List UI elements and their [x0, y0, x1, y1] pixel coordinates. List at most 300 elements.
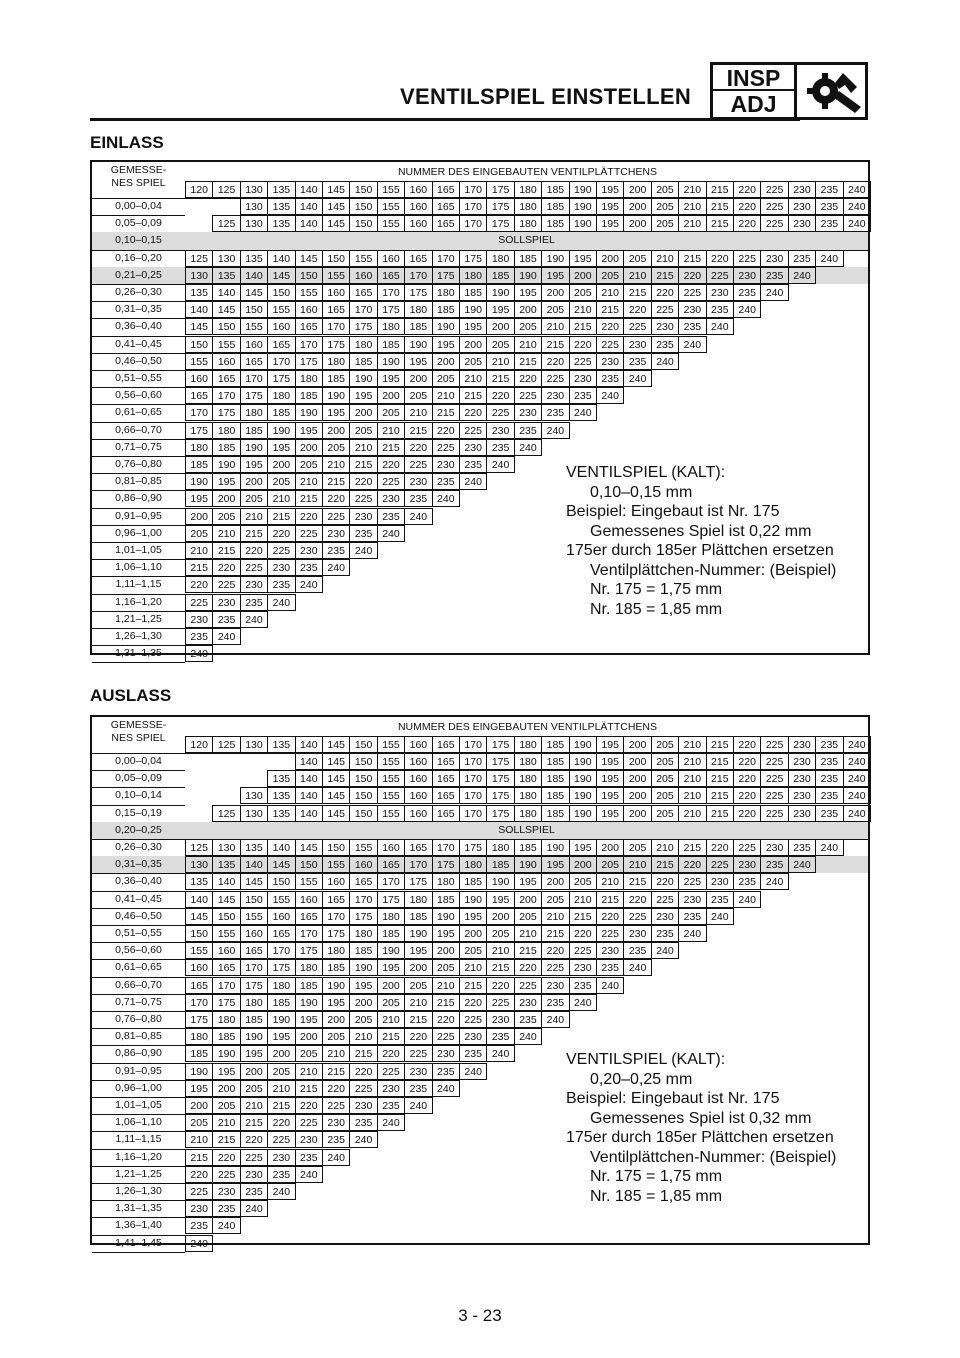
table-cell: 125 — [185, 250, 213, 267]
table-cell: 165 — [432, 770, 460, 787]
table-cell: 240 — [459, 1063, 487, 1080]
table-cell: 235 — [404, 1080, 432, 1097]
table-cell: 180 — [349, 925, 377, 942]
table-cell: 220 — [295, 1097, 323, 1114]
table-cell: 135 — [240, 250, 268, 267]
table-cell: 145 — [322, 805, 350, 822]
header-shim-155: 155 — [377, 181, 405, 198]
table-cell: 180 — [377, 908, 405, 925]
table-cell: 240 — [185, 1235, 213, 1252]
table-cell: 190 — [486, 284, 514, 301]
table-cell: 140 — [185, 301, 213, 318]
table-cell: 170 — [459, 787, 487, 804]
table-cell: 175 — [240, 977, 268, 994]
table-cell: 215 — [541, 925, 569, 942]
table-cell: 235 — [596, 959, 624, 976]
header-shim-140: 140 — [295, 736, 323, 753]
table-cell: 155 — [377, 805, 405, 822]
table-cell: 215 — [514, 353, 542, 370]
table-cell: 230 — [678, 301, 706, 318]
table-cell: 210 — [514, 336, 542, 353]
table-cell: 230 — [596, 353, 624, 370]
table-cell: 205 — [240, 1080, 268, 1097]
table-cell: 230 — [569, 959, 597, 976]
table-cell: 210 — [459, 959, 487, 976]
table-cell: 145 — [240, 873, 268, 890]
table-cell: 205 — [623, 250, 651, 267]
table-cell: 235 — [377, 508, 405, 525]
table-cell: 235 — [185, 1217, 213, 1234]
header-shim-185: 185 — [541, 736, 569, 753]
table-cell: 155 — [349, 250, 377, 267]
table-cell: 190 — [569, 215, 597, 232]
header-shim-210: 210 — [678, 181, 706, 198]
table-cell: 145 — [267, 856, 295, 873]
table-cell: 180 — [459, 267, 487, 284]
table-cell: 235 — [706, 891, 734, 908]
table-cell: 240 — [514, 439, 542, 456]
table-cell: 220 — [349, 473, 377, 490]
table-cell: 130 — [240, 805, 268, 822]
table-cell: 155 — [185, 942, 213, 959]
table-cell: 230 — [733, 267, 761, 284]
table-cell: 225 — [651, 301, 679, 318]
table-cell: 180 — [212, 422, 240, 439]
table-cell: 180 — [459, 856, 487, 873]
table-cell: 225 — [623, 318, 651, 335]
table-cell: 225 — [706, 267, 734, 284]
table-cell: 240 — [295, 576, 323, 593]
table-cell: 155 — [267, 891, 295, 908]
table-cell: 160 — [185, 959, 213, 976]
table-cell: 150 — [185, 925, 213, 942]
note-line: 0,20–0,25 mm — [590, 1070, 693, 1088]
table-cell: 165 — [432, 753, 460, 770]
table-cell: 185 — [212, 439, 240, 456]
table-cell: 200 — [596, 250, 624, 267]
table-cell: 240 — [760, 873, 788, 890]
table-cell: 195 — [267, 439, 295, 456]
table-cell: 195 — [541, 856, 569, 873]
table-cell: 220 — [404, 439, 432, 456]
table-cell: 230 — [432, 1045, 460, 1062]
table-cell: 140 — [295, 753, 323, 770]
table-cell: 195 — [377, 370, 405, 387]
table-cell: 210 — [240, 1097, 268, 1114]
table-cell: 225 — [623, 908, 651, 925]
table-cell: 220 — [623, 891, 651, 908]
table-cell: 220 — [678, 267, 706, 284]
row-label: 0,66–0,70 — [115, 978, 162, 991]
table-cell: 230 — [295, 542, 323, 559]
row-label: 0,10–0,15 — [115, 234, 162, 247]
table-cell: 200 — [486, 318, 514, 335]
table-cell: 220 — [678, 856, 706, 873]
header-shim-235: 235 — [815, 736, 843, 753]
table-cell: 200 — [432, 353, 460, 370]
table-cell: 190 — [212, 1045, 240, 1062]
table-cell: 225 — [569, 942, 597, 959]
table-cell: 145 — [322, 215, 350, 232]
table-cell: 155 — [240, 318, 268, 335]
row-label: 0,05–0,09 — [115, 772, 162, 785]
table-cell: 195 — [596, 198, 624, 215]
table-cell: 175 — [377, 301, 405, 318]
table-cell: 230 — [760, 250, 788, 267]
table-cell: 125 — [212, 215, 240, 232]
table-cell: 240 — [623, 959, 651, 976]
table-cell: 175 — [185, 1011, 213, 1028]
table-cell: 190 — [514, 267, 542, 284]
note-line: Nr. 185 = 1,85 mm — [590, 1187, 723, 1205]
table-cell: 195 — [267, 1028, 295, 1045]
table-cell: 155 — [349, 839, 377, 856]
table-cell: 215 — [459, 387, 487, 404]
table-cell: 240 — [267, 594, 295, 611]
table-cell: 230 — [185, 611, 213, 628]
insp-adj-badge — [710, 62, 868, 120]
table-cell: 210 — [322, 456, 350, 473]
table-cell: 235 — [349, 525, 377, 542]
table-cell: 200 — [569, 267, 597, 284]
table-cell: 240 — [267, 1183, 295, 1200]
table-cell: 175 — [212, 994, 240, 1011]
table-cell: 160 — [322, 284, 350, 301]
table-cell: 225 — [459, 1011, 487, 1028]
table-cell: 200 — [377, 387, 405, 404]
table-cell: 165 — [267, 336, 295, 353]
table-cell: 210 — [404, 404, 432, 421]
header-shim-170: 170 — [459, 736, 487, 753]
table-cell: 240 — [541, 1011, 569, 1028]
table-cell: 200 — [267, 456, 295, 473]
table-cell: 170 — [240, 370, 268, 387]
table-cell: 230 — [432, 456, 460, 473]
table-cell: 220 — [185, 1166, 213, 1183]
table-cell: 235 — [815, 215, 843, 232]
table-cell: 240 — [514, 1028, 542, 1045]
table-cell: 230 — [541, 387, 569, 404]
table-cell: 235 — [623, 353, 651, 370]
table-cell: 185 — [541, 753, 569, 770]
table-cell: 175 — [486, 770, 514, 787]
table-cell: 200 — [596, 839, 624, 856]
table-cell: 230 — [404, 473, 432, 490]
row-label: 1,36–1,40 — [115, 1219, 162, 1232]
table-cell: 185 — [349, 942, 377, 959]
table-cell: 175 — [459, 839, 487, 856]
table-cell: 225 — [514, 387, 542, 404]
row-label: 1,06–1,10 — [115, 1116, 162, 1129]
table-cell: 210 — [596, 873, 624, 890]
table-cell: 235 — [651, 336, 679, 353]
table-cell: 140 — [295, 787, 323, 804]
table-cell: 220 — [596, 908, 624, 925]
table-cell: 195 — [295, 422, 323, 439]
table-cell: 240 — [295, 1166, 323, 1183]
table-cell: 180 — [514, 215, 542, 232]
table-cell: 150 — [212, 908, 240, 925]
table-cell: 230 — [788, 770, 816, 787]
table-cell: 190 — [569, 198, 597, 215]
row-label: 0,61–0,65 — [115, 406, 162, 419]
table-cell: 180 — [295, 370, 323, 387]
table-cell: 200 — [541, 284, 569, 301]
note-line: Ventilplättchen-Nummer: (Beispiel) — [590, 561, 837, 579]
table-cell: 160 — [404, 198, 432, 215]
row-label: 0,26–0,30 — [115, 841, 162, 853]
header-shim-240: 240 — [843, 181, 871, 198]
table-cell: 205 — [486, 925, 514, 942]
table-cell: 240 — [349, 1131, 377, 1148]
table-cell: 205 — [541, 891, 569, 908]
table-cell: 230 — [541, 977, 569, 994]
table-cell: 205 — [267, 473, 295, 490]
table-cell: 140 — [267, 250, 295, 267]
table-cell: 215 — [240, 525, 268, 542]
note-line: VENTILSPIEL (KALT): — [566, 1051, 726, 1068]
table-cell: 150 — [267, 284, 295, 301]
row-label: 0,36–0,40 — [115, 320, 162, 333]
table-cell: 200 — [623, 198, 651, 215]
table-cell: 230 — [486, 1011, 514, 1028]
table-cell: 170 — [377, 284, 405, 301]
table-cell: 155 — [240, 908, 268, 925]
row-label: 0,00–0,04 — [115, 200, 162, 212]
table-cell: 205 — [651, 787, 679, 804]
table-cell: 195 — [349, 387, 377, 404]
table-cell: 180 — [295, 959, 323, 976]
row-label: 0,36–0,40 — [115, 875, 162, 888]
table-cell: 200 — [569, 856, 597, 873]
table-cell: 200 — [514, 301, 542, 318]
table-cell: 220 — [240, 542, 268, 559]
table-cell: 215 — [706, 198, 734, 215]
table-cell: 220 — [596, 318, 624, 335]
table-cell: 210 — [295, 1063, 323, 1080]
table-cell: 135 — [185, 873, 213, 890]
table-cell: 155 — [267, 301, 295, 318]
table-cell: 210 — [349, 1028, 377, 1045]
table-cell: 230 — [733, 856, 761, 873]
table-cell: 215 — [377, 439, 405, 456]
row-label: 0,51–0,55 — [115, 927, 162, 939]
table-cell: 235 — [322, 542, 350, 559]
table-cell: 185 — [541, 770, 569, 787]
table-cell: 240 — [459, 473, 487, 490]
row-label: 0,21–0,25 — [115, 268, 162, 281]
row-label: 0,81–0,85 — [115, 475, 162, 488]
table-cell: 180 — [514, 805, 542, 822]
table-cell: 170 — [322, 318, 350, 335]
table-cell: 190 — [459, 301, 487, 318]
col-header-measured — [92, 162, 185, 190]
table-cell: 185 — [432, 891, 460, 908]
table-cell: 210 — [623, 267, 651, 284]
row-label: 0,96–1,00 — [115, 1081, 162, 1094]
table-cell: 225 — [185, 594, 213, 611]
table-cell: 200 — [322, 422, 350, 439]
table-cell: 170 — [404, 856, 432, 873]
table-cell: 225 — [295, 525, 323, 542]
header-shim-130: 130 — [240, 181, 268, 198]
table-cell: 200 — [459, 925, 487, 942]
table-cell: 215 — [541, 336, 569, 353]
table-cell: 240 — [185, 645, 213, 662]
table-cell: 165 — [432, 787, 460, 804]
table-cell: 230 — [788, 753, 816, 770]
table-cell: 210 — [377, 422, 405, 439]
table-cell: 235 — [432, 1063, 460, 1080]
table-cell: 150 — [240, 891, 268, 908]
table-cell: 225 — [267, 1131, 295, 1148]
table-cell: 195 — [596, 805, 624, 822]
table-cell: 180 — [185, 1028, 213, 1045]
table-cell: 205 — [349, 1011, 377, 1028]
table-cell: 220 — [432, 422, 460, 439]
table-cell: 140 — [240, 856, 268, 873]
table-cell: 205 — [349, 422, 377, 439]
table-cell: 150 — [185, 336, 213, 353]
table-cell: 185 — [432, 301, 460, 318]
table-cell: 205 — [569, 873, 597, 890]
table-cell: 180 — [514, 787, 542, 804]
table-cell: 155 — [185, 353, 213, 370]
table-cell: 210 — [541, 908, 569, 925]
table-cell: 235 — [788, 250, 816, 267]
table-cell: 145 — [185, 318, 213, 335]
table-cell: 210 — [596, 284, 624, 301]
row-label: 1,16–1,20 — [115, 1150, 162, 1163]
table-cell: 240 — [843, 805, 871, 822]
table-cell: 235 — [760, 856, 788, 873]
table-cell: 140 — [295, 805, 323, 822]
table-cell: 235 — [459, 1045, 487, 1062]
table-cell: 205 — [596, 856, 624, 873]
table-cell: 210 — [569, 301, 597, 318]
table-cell: 195 — [541, 267, 569, 284]
sollspiel-label: SOLLSPIEL — [498, 823, 555, 836]
table-cell: 225 — [733, 839, 761, 856]
table-cell: 175 — [267, 370, 295, 387]
header-shim-160: 160 — [404, 736, 432, 753]
row-label: 0,26–0,30 — [115, 286, 162, 298]
table-cell: 235 — [404, 490, 432, 507]
table-cell: 195 — [459, 908, 487, 925]
table-cell: 230 — [760, 839, 788, 856]
header-shim-220: 220 — [733, 181, 761, 198]
table-cell: 240 — [212, 1217, 240, 1234]
table-cell: 230 — [322, 1114, 350, 1131]
table-cell: 160 — [267, 318, 295, 335]
table-cell: 200 — [514, 891, 542, 908]
table-cell: 180 — [432, 873, 460, 890]
table-cell: 215 — [377, 1028, 405, 1045]
table-cell: 215 — [404, 422, 432, 439]
table-cell: 195 — [322, 404, 350, 421]
table-cell: 240 — [541, 422, 569, 439]
row-label: 0,10–0,14 — [115, 789, 162, 802]
header-shim-165: 165 — [432, 736, 460, 753]
table-cell: 215 — [185, 559, 213, 576]
header-shim-120: 120 — [185, 181, 213, 198]
table-cell: 150 — [322, 250, 350, 267]
table-cell: 220 — [514, 959, 542, 976]
table-cell: 235 — [569, 387, 597, 404]
header-shim-200: 200 — [623, 181, 651, 198]
table-cell: 225 — [486, 994, 514, 1011]
row-label: 0,20–0,25 — [115, 823, 162, 836]
table-cell: 230 — [788, 787, 816, 804]
table-cell: 225 — [459, 422, 487, 439]
row-label: 1,31–1,35 — [115, 1202, 162, 1215]
table-cell: 190 — [349, 370, 377, 387]
table-cell: 220 — [486, 387, 514, 404]
table-cell: 190 — [514, 856, 542, 873]
table-cell: 190 — [432, 908, 460, 925]
table-cell: 225 — [541, 370, 569, 387]
table-cell: 190 — [240, 439, 268, 456]
table-cell: 195 — [377, 959, 405, 976]
col-header-measured — [92, 717, 185, 745]
table-cell: 185 — [514, 250, 542, 267]
header-shim-145: 145 — [322, 736, 350, 753]
header-shim-120: 120 — [185, 736, 213, 753]
table-cell: 185 — [267, 404, 295, 421]
table-cell: 185 — [185, 456, 213, 473]
table-cell: 160 — [212, 942, 240, 959]
row-label: 0,71–0,75 — [115, 440, 162, 453]
table-cell: 155 — [377, 198, 405, 215]
table-cell: 140 — [212, 873, 240, 890]
table-cell: 215 — [404, 1011, 432, 1028]
table-cell: 195 — [404, 942, 432, 959]
header-shim-195: 195 — [596, 736, 624, 753]
table-cell: 185 — [267, 994, 295, 1011]
table-cell: 235 — [322, 1131, 350, 1148]
table-cell: 150 — [267, 873, 295, 890]
table-cell: 230 — [212, 594, 240, 611]
table-cell: 160 — [404, 787, 432, 804]
table-cell: 170 — [295, 925, 323, 942]
table-cell: 200 — [623, 787, 651, 804]
row-label: 1,41–1,45 — [115, 1236, 162, 1249]
table-cell: 175 — [349, 318, 377, 335]
table-cell: 170 — [267, 942, 295, 959]
table-cell: 210 — [541, 318, 569, 335]
table-cell: 225 — [349, 490, 377, 507]
table-cell: 145 — [322, 787, 350, 804]
table-cell: 230 — [486, 422, 514, 439]
table-cell: 220 — [377, 1045, 405, 1062]
table-cell: 225 — [377, 1063, 405, 1080]
header-shim-225: 225 — [760, 181, 788, 198]
table-cell: 215 — [295, 490, 323, 507]
table-cell: 165 — [240, 353, 268, 370]
table-cell: 195 — [185, 1080, 213, 1097]
table-cell: 220 — [651, 284, 679, 301]
badge-insp: INSP — [713, 65, 794, 91]
table-cell: 180 — [377, 318, 405, 335]
col-header-line1: GEMESSE- — [110, 719, 167, 731]
table-cell: 205 — [623, 839, 651, 856]
table-cell: 205 — [459, 353, 487, 370]
table-cell: 225 — [212, 576, 240, 593]
header-shim-165: 165 — [432, 181, 460, 198]
table-cell: 155 — [377, 753, 405, 770]
table-cell: 200 — [404, 370, 432, 387]
table-cell: 230 — [459, 439, 487, 456]
